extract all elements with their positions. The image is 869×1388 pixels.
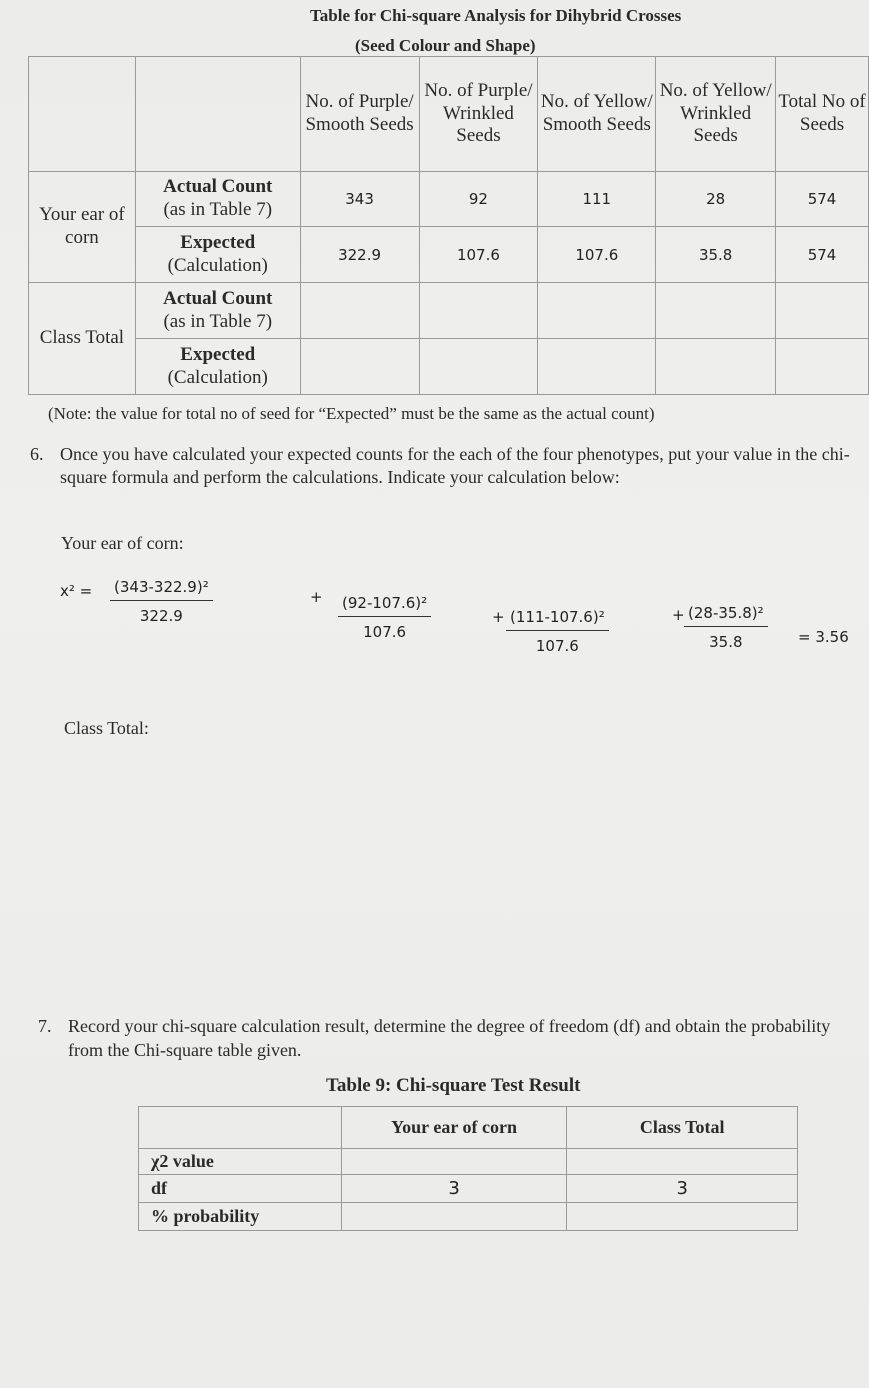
row-label: [135, 172, 300, 227]
table-cell-empty: [538, 283, 656, 339]
table-cell: 35.8: [656, 227, 776, 283]
calc-plus: +: [492, 608, 505, 626]
table-row: [29, 227, 869, 283]
table-cell: 92: [419, 172, 538, 227]
calc-denominator: 35.8: [709, 633, 743, 651]
calc-numerator: (343-322.9)²: [110, 578, 213, 601]
column-header: Your ear of corn: [341, 1107, 567, 1149]
table-row: [139, 1203, 798, 1231]
document-subtitle: (Seed Colour and Shape): [355, 36, 536, 55]
header-empty-cell: [135, 57, 300, 172]
row-group-label: Class Total: [29, 283, 136, 395]
calc-term: [338, 594, 431, 641]
table-header-row: [29, 57, 869, 172]
row-label: χ2 value: [139, 1149, 342, 1175]
row-label-main: Actual Count: [163, 176, 273, 198]
calc-result: = 3.56: [798, 628, 849, 646]
table-cell: 111: [538, 172, 656, 227]
table-cell: 28: [656, 172, 776, 227]
class-calculation-label: Class Total:: [64, 718, 149, 738]
table-cell: 343: [300, 172, 419, 227]
row-label: [135, 227, 300, 283]
header-empty-cell: [139, 1107, 342, 1149]
calc-plus: +: [310, 588, 323, 606]
calc-denominator: 107.6: [535, 637, 579, 655]
table-cell-empty: [656, 283, 776, 339]
table-cell: 574: [776, 227, 869, 283]
row-label-sub: (as in Table 7): [163, 310, 273, 332]
table-cell: [567, 1203, 798, 1231]
question-text: Once you have calculated your expected counts for the each of the four phenotypes, put your value in the chi-square formula and perform the calculations. Indicate your calculation below:: [60, 444, 850, 487]
table-cell-empty: [656, 339, 776, 395]
table-cell-empty: [419, 339, 538, 395]
table-row: [139, 1175, 798, 1203]
calc-numerator: (92-107.6)²: [338, 594, 431, 617]
table-header-row: [139, 1107, 798, 1149]
row-label: [135, 283, 300, 339]
calc-plus: +: [672, 606, 685, 624]
table-row: [139, 1149, 798, 1175]
column-header: No. of Purple/ Smooth Seeds: [300, 57, 419, 172]
calc-numerator: (111-107.6)²: [506, 608, 609, 631]
row-label-sub: (Calculation): [167, 366, 268, 388]
calc-denominator: 322.9: [139, 607, 183, 625]
column-header: Class Total: [567, 1107, 798, 1149]
table-cell: 107.6: [419, 227, 538, 283]
table-cell: [341, 1149, 567, 1175]
question-6: [30, 443, 869, 489]
calc-lhs: x² =: [60, 582, 93, 600]
table-cell-empty: [300, 339, 419, 395]
table-row: [29, 283, 869, 339]
column-header: No. of Purple/ Wrinkled Seeds: [419, 57, 538, 172]
table-cell: [567, 1149, 798, 1175]
chi-square-dihybrid-table: [28, 56, 869, 395]
table-row: [29, 172, 869, 227]
table-cell: 322.9: [300, 227, 419, 283]
row-group-label: Your ear of corn: [29, 172, 136, 283]
table-cell: 3: [341, 1175, 567, 1203]
table-row: [29, 339, 869, 395]
row-label: % probability: [139, 1203, 342, 1231]
table-cell-empty: [776, 339, 869, 395]
row-label: [135, 339, 300, 395]
row-label: df: [139, 1175, 342, 1203]
question-text: Record your chi-square calculation result, determine the degree of freedom (df) and obtain the probability from the Chi-square table given.: [68, 1016, 831, 1060]
table-cell: [341, 1203, 567, 1231]
row-label-main: Actual Count: [163, 287, 273, 309]
calc-term: [684, 604, 768, 651]
column-header: Total No of Seeds: [776, 57, 869, 172]
corn-calculation-label: Your ear of corn:: [61, 533, 184, 553]
table-cell: 3: [567, 1175, 798, 1203]
calc-term: [110, 578, 213, 625]
calc-numerator: (28-35.8)²: [684, 604, 768, 627]
chi-square-result-table: [138, 1106, 798, 1231]
row-label-sub: (as in Table 7): [163, 199, 273, 220]
chi-square-calculation: [60, 578, 860, 658]
row-label-main: Expected: [180, 231, 256, 253]
header-empty-cell: [29, 57, 136, 172]
row-label-sub: (Calculation): [167, 254, 268, 276]
table-cell-empty: [776, 283, 869, 339]
question-number: 7.: [38, 1016, 52, 1036]
question-number: 6.: [30, 444, 44, 464]
table-cell-empty: [419, 283, 538, 339]
table-cell-empty: [300, 283, 419, 339]
column-header: No. of Yellow/ Smooth Seeds: [538, 57, 656, 172]
column-header: No. of Yellow/ Wrinkled Seeds: [656, 57, 776, 172]
calc-denominator: 107.6: [363, 623, 407, 641]
table-cell-empty: [538, 339, 656, 395]
table9-title: Table 9: Chi-square Test Result: [326, 1075, 581, 1096]
table-note: (Note: the value for total no of seed for “Expected” must be the same as the actual count): [48, 404, 655, 423]
table-cell: 107.6: [538, 227, 656, 283]
row-label-main: Expected: [180, 343, 256, 365]
document-title: Table for Chi-square Analysis for Dihybrid Crosses: [310, 6, 682, 25]
question-7: [38, 1014, 869, 1062]
calc-term: [506, 608, 609, 655]
table-cell: 574: [776, 172, 869, 227]
